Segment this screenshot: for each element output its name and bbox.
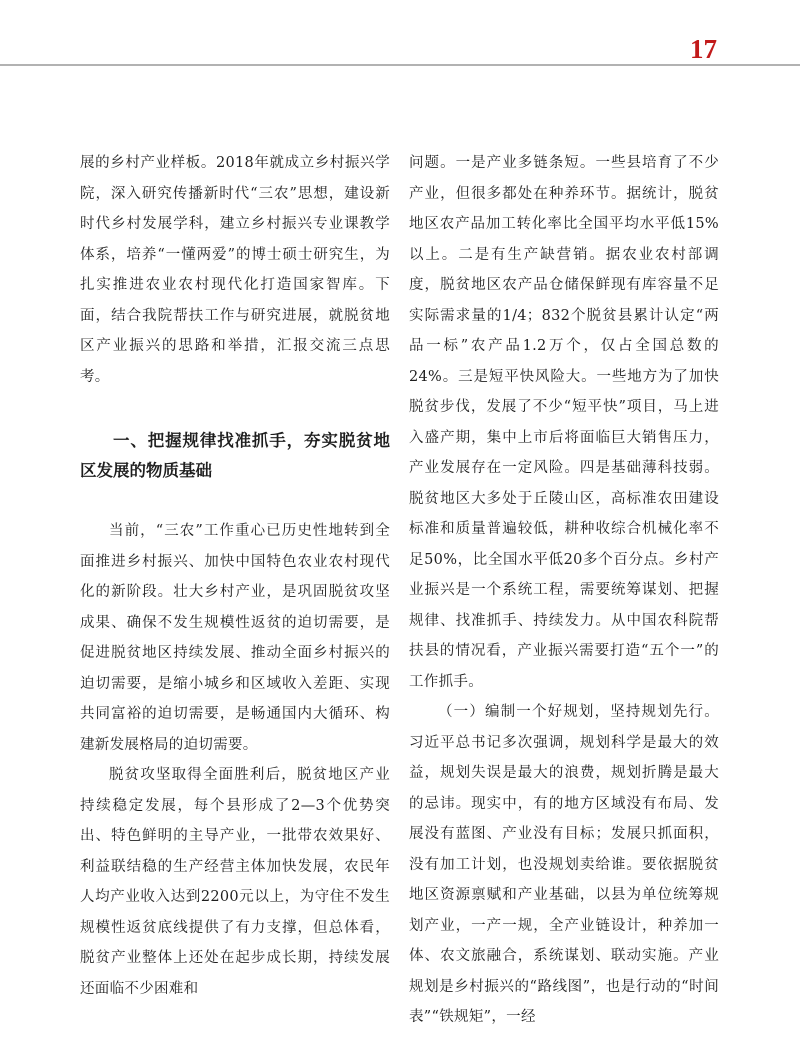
header-rule bbox=[0, 64, 800, 66]
left-paragraph-3: 脱贫攻坚取得全面胜利后，脱贫地区产业持续稳定发展，每个县形成了2—3个优势突出、特色鲜明的主导产业，一批带农效果好、利益联结稳的生产经营主体加快发展，农民年人均产业收入达到2200元以上，为守住不发生规模性返贫底线提供了有力支撑，但总体看，脱贫产业整体上还处在起步成长期，持续发展还面临不少困难和 bbox=[80, 767, 390, 997]
section-heading: 一、把握规律找准抓手，夯实脱贫地区发展的物质基础 bbox=[80, 431, 390, 480]
right-column bbox=[409, 148, 719, 1033]
right-paragraph-1: 问题。一是产业多链条短。一些县培育了不少产业，但很多都处在种养环节。据统计，脱贫地区农产品加工转化率比全国平均水平低15%以上。二是有生产缺营销。据农业农村部调度，脱贫地区农产品仓储保鲜现有库容量不足实际需求量的1/4；832个脱贫县累计认定“两品一标”农产品1.2万个，仅占全国总数的24%。三是短平快风险大。一些地方为了加快脱贫步伐，发展了不少“短平快”项目，马上进入盛产期，集中上市后将面临巨大销售压力，产业发展存在一定风险。四是基础薄科技弱。脱贫地区大多处于丘陵山区，高标准农田建设标准和质量普遍较低，耕种收综合机械化率不足50%，比全国水平低20多个百分点。乡村产业振兴是一个系统工程，需要统筹谋划、把握规律、找准抓手、持续发力。从中国农科院帮扶县的情况看，产业振兴需要打造“五个一”的工作抓手。 bbox=[409, 155, 719, 690]
left-column bbox=[80, 148, 390, 1004]
right-paragraph-2: （一）编制一个好规划，坚持规划先行。习近平总书记多次强调，规划科学是最大的效益，规划失误是最大的浪费，规划折腾是最大的忌讳。现实中，有的地方区域没有布局、发展没有蓝图、产业没有目标；发展只抓面积，没有加工计划，也没规划卖给谁。要依据脱贫地区资源禀赋和产业基础，以县为单位统筹规划产业，一产一规，全产业链设计，种养加一体、农文旅融合，系统谋划、联动实施。产业规划是乡村振兴的“路线图”，也是行动的“时间表”“铁规矩”，一经 bbox=[409, 704, 719, 1025]
left-paragraph-1: 展的乡村产业样板。2018年就成立乡村振兴学院，深入研究传播新时代“三农”思想，建设新时代乡村发展学科，建立乡村振兴专业课教学体系，培养“一懂两爱”的博士硕士研究生，为扎实推进农业农村现代化打造国家智库。下面，结合我院帮扶工作与研究进展，就脱贫地区产业振兴的思路和举措，汇报交流三点思考。 bbox=[80, 155, 390, 385]
left-paragraph-2: 当前，“三农”工作重心已历史性地转到全面推进乡村振兴、加快中国特色农业农村现代化的新阶段。壮大乡村产业，是巩固脱贫攻坚成果、确保不发生规模性返贫的迫切需要，是促进脱贫地区持续发展、推动全面乡村振兴的迫切需要，是缩小城乡和区域收入差距、实现共同富裕的迫切需要，是畅通国内大循环、构建新发展格局的迫切需要。 bbox=[80, 523, 390, 753]
page-number: 17 bbox=[690, 34, 717, 64]
